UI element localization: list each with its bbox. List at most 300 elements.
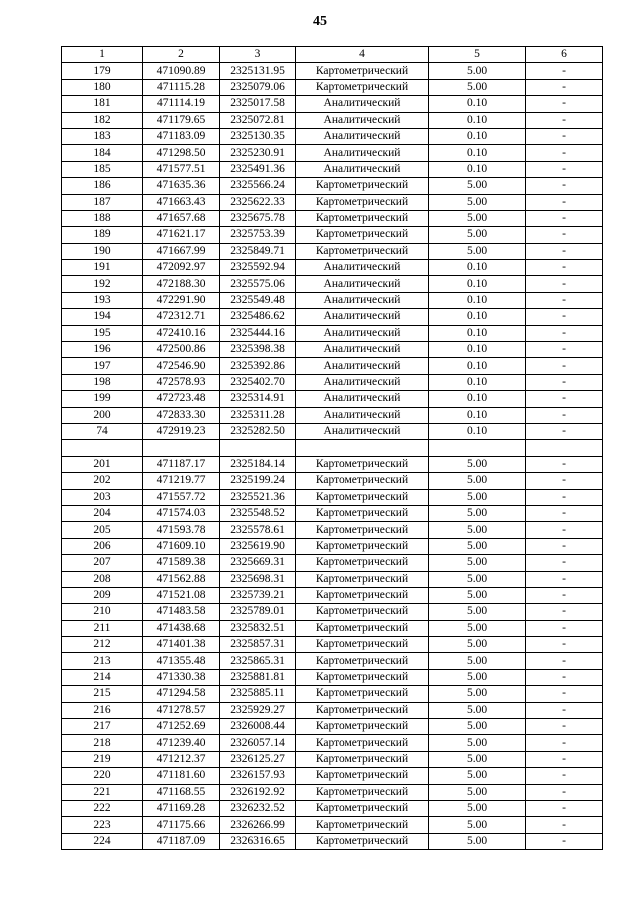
x-coordinate-cell: 471278.57 — [143, 702, 220, 718]
method-cell: Картометрический — [296, 522, 429, 538]
accuracy-cell: 5.00 — [429, 686, 526, 702]
method-cell: Картометрический — [296, 456, 429, 472]
accuracy-cell: 5.00 — [429, 63, 526, 79]
method-cell: Аналитический — [296, 391, 429, 407]
method-cell: Аналитический — [296, 325, 429, 341]
x-coordinate-cell: 471667.99 — [143, 243, 220, 259]
accuracy-cell: 5.00 — [429, 243, 526, 259]
point-number-cell: 187 — [62, 194, 143, 210]
header-col-3: 3 — [220, 47, 296, 63]
y-coordinate-cell: 2326266.99 — [220, 817, 296, 833]
note-cell: - — [526, 538, 603, 554]
note-cell: - — [526, 800, 603, 816]
x-coordinate-cell: 471574.03 — [143, 505, 220, 521]
method-cell: Картометрический — [296, 751, 429, 767]
x-coordinate-cell: 472723.48 — [143, 391, 220, 407]
y-coordinate-cell — [220, 440, 296, 456]
x-coordinate-cell: 471239.40 — [143, 735, 220, 751]
table-header-row — [62, 47, 603, 63]
y-coordinate-cell: 2325575.06 — [220, 276, 296, 292]
method-cell: Аналитический — [296, 276, 429, 292]
x-coordinate-cell: 471483.58 — [143, 604, 220, 620]
point-number-cell: 210 — [62, 604, 143, 620]
y-coordinate-cell: 2325622.33 — [220, 194, 296, 210]
note-cell: - — [526, 637, 603, 653]
accuracy-cell: 0.10 — [429, 145, 526, 161]
method-cell: Картометрический — [296, 178, 429, 194]
method-cell: Картометрический — [296, 735, 429, 751]
note-cell: - — [526, 555, 603, 571]
x-coordinate-cell: 471663.43 — [143, 194, 220, 210]
accuracy-cell: 5.00 — [429, 227, 526, 243]
point-number-cell: 179 — [62, 63, 143, 79]
x-coordinate-cell: 471114.19 — [143, 96, 220, 112]
y-coordinate-cell: 2325739.21 — [220, 587, 296, 603]
table-row — [62, 128, 603, 144]
x-coordinate-cell: 471562.88 — [143, 571, 220, 587]
table-row — [62, 735, 603, 751]
note-cell: - — [526, 227, 603, 243]
accuracy-cell: 5.00 — [429, 669, 526, 685]
table-row — [62, 309, 603, 325]
method-cell: Картометрический — [296, 686, 429, 702]
point-number-cell: 217 — [62, 719, 143, 735]
accuracy-cell: 0.10 — [429, 292, 526, 308]
table-row — [62, 817, 603, 833]
table-row — [62, 768, 603, 784]
method-cell: Картометрический — [296, 227, 429, 243]
table-row — [62, 243, 603, 259]
table-row — [62, 79, 603, 95]
accuracy-cell: 5.00 — [429, 587, 526, 603]
y-coordinate-cell: 2326008.44 — [220, 719, 296, 735]
y-coordinate-cell: 2326057.14 — [220, 735, 296, 751]
method-cell: Картометрический — [296, 194, 429, 210]
note-cell: - — [526, 210, 603, 226]
accuracy-cell: 0.10 — [429, 391, 526, 407]
x-coordinate-cell: 471577.51 — [143, 161, 220, 177]
y-coordinate-cell: 2325698.31 — [220, 571, 296, 587]
accuracy-cell: 5.00 — [429, 784, 526, 800]
accuracy-cell: 0.10 — [429, 161, 526, 177]
accuracy-cell: 0.10 — [429, 374, 526, 390]
y-coordinate-cell: 2325392.86 — [220, 358, 296, 374]
point-number-cell: 219 — [62, 751, 143, 767]
accuracy-cell: 5.00 — [429, 735, 526, 751]
x-coordinate-cell: 471175.66 — [143, 817, 220, 833]
accuracy-cell: 5.00 — [429, 538, 526, 554]
method-cell: Картометрический — [296, 620, 429, 636]
y-coordinate-cell: 2325072.81 — [220, 112, 296, 128]
y-coordinate-cell: 2325131.95 — [220, 63, 296, 79]
point-number-cell: 214 — [62, 669, 143, 685]
accuracy-cell: 5.00 — [429, 194, 526, 210]
accuracy-cell: 0.10 — [429, 407, 526, 423]
point-number-cell: 215 — [62, 686, 143, 702]
point-number-cell: 74 — [62, 423, 143, 439]
table-row — [62, 391, 603, 407]
method-cell: Картометрический — [296, 702, 429, 718]
y-coordinate-cell: 2325402.70 — [220, 374, 296, 390]
table-row — [62, 63, 603, 79]
x-coordinate-cell: 471593.78 — [143, 522, 220, 538]
y-coordinate-cell: 2325486.62 — [220, 309, 296, 325]
point-number-cell: 212 — [62, 637, 143, 653]
note-cell: - — [526, 161, 603, 177]
y-coordinate-cell: 2325753.39 — [220, 227, 296, 243]
table-row — [62, 473, 603, 489]
method-cell: Аналитический — [296, 112, 429, 128]
y-coordinate-cell: 2326125.27 — [220, 751, 296, 767]
note-cell: - — [526, 522, 603, 538]
x-coordinate-cell: 471090.89 — [143, 63, 220, 79]
y-coordinate-cell: 2325079.06 — [220, 79, 296, 95]
x-coordinate-cell — [143, 440, 220, 456]
accuracy-cell: 0.10 — [429, 128, 526, 144]
point-number-cell: 201 — [62, 456, 143, 472]
method-cell: Картометрический — [296, 243, 429, 259]
point-number-cell: 182 — [62, 112, 143, 128]
y-coordinate-cell: 2326316.65 — [220, 833, 296, 849]
y-coordinate-cell: 2325929.27 — [220, 702, 296, 718]
point-number-cell: 184 — [62, 145, 143, 161]
method-cell: Аналитический — [296, 260, 429, 276]
method-cell: Картометрический — [296, 669, 429, 685]
table-row — [62, 505, 603, 521]
note-cell: - — [526, 620, 603, 636]
point-number-cell: 224 — [62, 833, 143, 849]
x-coordinate-cell: 471187.17 — [143, 456, 220, 472]
note-cell: - — [526, 292, 603, 308]
header-col-5: 5 — [429, 47, 526, 63]
method-cell: Аналитический — [296, 161, 429, 177]
header-col-6: 6 — [526, 47, 603, 63]
table-row — [62, 342, 603, 358]
point-number-cell: 209 — [62, 587, 143, 603]
note-cell: - — [526, 702, 603, 718]
table-body — [62, 63, 603, 850]
point-number-cell: 188 — [62, 210, 143, 226]
note-cell — [526, 440, 603, 456]
x-coordinate-cell: 471621.17 — [143, 227, 220, 243]
point-number-cell — [62, 440, 143, 456]
point-number-cell: 180 — [62, 79, 143, 95]
y-coordinate-cell: 2325857.31 — [220, 637, 296, 653]
x-coordinate-cell: 471212.37 — [143, 751, 220, 767]
point-number-cell: 181 — [62, 96, 143, 112]
x-coordinate-cell: 471589.38 — [143, 555, 220, 571]
table-row — [62, 751, 603, 767]
x-coordinate-cell: 472919.23 — [143, 423, 220, 439]
note-cell: - — [526, 423, 603, 439]
table-row — [62, 620, 603, 636]
table-row — [62, 571, 603, 587]
note-cell: - — [526, 63, 603, 79]
table-row — [62, 538, 603, 554]
x-coordinate-cell: 472291.90 — [143, 292, 220, 308]
accuracy-cell: 5.00 — [429, 751, 526, 767]
table-row — [62, 96, 603, 112]
x-coordinate-cell: 471179.65 — [143, 112, 220, 128]
point-number-cell: 223 — [62, 817, 143, 833]
table-row — [62, 800, 603, 816]
note-cell: - — [526, 112, 603, 128]
method-cell: Аналитический — [296, 374, 429, 390]
accuracy-cell — [429, 440, 526, 456]
note-cell: - — [526, 260, 603, 276]
note-cell: - — [526, 128, 603, 144]
point-number-cell: 195 — [62, 325, 143, 341]
y-coordinate-cell: 2325578.61 — [220, 522, 296, 538]
point-number-cell: 220 — [62, 768, 143, 784]
note-cell: - — [526, 686, 603, 702]
method-cell: Картометрический — [296, 768, 429, 784]
x-coordinate-cell: 472312.71 — [143, 309, 220, 325]
note-cell: - — [526, 489, 603, 505]
method-cell: Картометрический — [296, 489, 429, 505]
y-coordinate-cell: 2325549.48 — [220, 292, 296, 308]
point-number-cell: 185 — [62, 161, 143, 177]
header-col-2: 2 — [143, 47, 220, 63]
accuracy-cell: 5.00 — [429, 489, 526, 505]
method-cell: Аналитический — [296, 309, 429, 325]
note-cell: - — [526, 178, 603, 194]
point-number-cell: 193 — [62, 292, 143, 308]
accuracy-cell: 0.10 — [429, 325, 526, 341]
y-coordinate-cell: 2325184.14 — [220, 456, 296, 472]
x-coordinate-cell: 471115.28 — [143, 79, 220, 95]
y-coordinate-cell: 2325566.24 — [220, 178, 296, 194]
note-cell: - — [526, 669, 603, 685]
method-cell: Аналитический — [296, 145, 429, 161]
accuracy-cell: 5.00 — [429, 620, 526, 636]
y-coordinate-cell: 2325548.52 — [220, 505, 296, 521]
note-cell: - — [526, 79, 603, 95]
y-coordinate-cell: 2325885.11 — [220, 686, 296, 702]
y-coordinate-cell: 2326192.92 — [220, 784, 296, 800]
page-number: 45 — [313, 14, 327, 29]
method-cell: Картометрический — [296, 637, 429, 653]
method-cell: Картометрический — [296, 833, 429, 849]
note-cell: - — [526, 407, 603, 423]
point-number-cell: 222 — [62, 800, 143, 816]
x-coordinate-cell: 472833.30 — [143, 407, 220, 423]
accuracy-cell: 0.10 — [429, 276, 526, 292]
note-cell: - — [526, 96, 603, 112]
note-cell: - — [526, 587, 603, 603]
point-number-cell: 200 — [62, 407, 143, 423]
accuracy-cell: 5.00 — [429, 79, 526, 95]
accuracy-cell: 5.00 — [429, 571, 526, 587]
y-coordinate-cell: 2326232.52 — [220, 800, 296, 816]
note-cell: - — [526, 784, 603, 800]
method-cell: Картометрический — [296, 587, 429, 603]
x-coordinate-cell: 472092.97 — [143, 260, 220, 276]
method-cell: Картометрический — [296, 538, 429, 554]
point-number-cell: 218 — [62, 735, 143, 751]
x-coordinate-cell: 471294.58 — [143, 686, 220, 702]
table-row — [62, 325, 603, 341]
y-coordinate-cell: 2325592.94 — [220, 260, 296, 276]
accuracy-cell: 5.00 — [429, 719, 526, 735]
method-cell: Картометрический — [296, 784, 429, 800]
x-coordinate-cell: 471187.09 — [143, 833, 220, 849]
accuracy-cell: 5.00 — [429, 522, 526, 538]
y-coordinate-cell: 2325675.78 — [220, 210, 296, 226]
x-coordinate-cell: 472410.16 — [143, 325, 220, 341]
x-coordinate-cell: 472578.93 — [143, 374, 220, 390]
y-coordinate-cell: 2325491.36 — [220, 161, 296, 177]
note-cell: - — [526, 358, 603, 374]
method-cell: Аналитический — [296, 358, 429, 374]
method-cell: Картометрический — [296, 719, 429, 735]
table-row — [62, 374, 603, 390]
accuracy-cell: 5.00 — [429, 210, 526, 226]
method-cell: Картометрический — [296, 79, 429, 95]
method-cell: Картометрический — [296, 653, 429, 669]
accuracy-cell: 0.10 — [429, 309, 526, 325]
y-coordinate-cell: 2325521.36 — [220, 489, 296, 505]
table-row — [62, 358, 603, 374]
note-cell: - — [526, 325, 603, 341]
note-cell: - — [526, 194, 603, 210]
accuracy-cell: 5.00 — [429, 637, 526, 653]
table-row — [62, 112, 603, 128]
note-cell: - — [526, 751, 603, 767]
point-number-cell: 205 — [62, 522, 143, 538]
note-cell: - — [526, 571, 603, 587]
note-cell: - — [526, 391, 603, 407]
accuracy-cell: 5.00 — [429, 800, 526, 816]
y-coordinate-cell: 2325789.01 — [220, 604, 296, 620]
point-number-cell: 183 — [62, 128, 143, 144]
table-row — [62, 784, 603, 800]
table-row — [62, 833, 603, 849]
point-number-cell: 198 — [62, 374, 143, 390]
x-coordinate-cell: 471355.48 — [143, 653, 220, 669]
y-coordinate-cell: 2325230.91 — [220, 145, 296, 161]
point-number-cell: 199 — [62, 391, 143, 407]
table-row — [62, 407, 603, 423]
accuracy-cell: 5.00 — [429, 702, 526, 718]
method-cell: Картометрический — [296, 817, 429, 833]
table-row — [62, 653, 603, 669]
table-row — [62, 637, 603, 653]
note-cell: - — [526, 456, 603, 472]
y-coordinate-cell: 2325881.81 — [220, 669, 296, 685]
y-coordinate-cell: 2325017.58 — [220, 96, 296, 112]
x-coordinate-cell: 471181.60 — [143, 768, 220, 784]
method-cell — [296, 440, 429, 456]
header-col-4: 4 — [296, 47, 429, 63]
note-cell: - — [526, 719, 603, 735]
y-coordinate-cell: 2325398.38 — [220, 342, 296, 358]
point-number-cell: 192 — [62, 276, 143, 292]
point-number-cell: 207 — [62, 555, 143, 571]
header-col-1: 1 — [62, 47, 143, 63]
table-row — [62, 456, 603, 472]
x-coordinate-cell: 471635.36 — [143, 178, 220, 194]
point-number-cell: 197 — [62, 358, 143, 374]
y-coordinate-cell: 2325199.24 — [220, 473, 296, 489]
point-number-cell: 202 — [62, 473, 143, 489]
method-cell: Аналитический — [296, 292, 429, 308]
accuracy-cell: 5.00 — [429, 653, 526, 669]
method-cell: Аналитический — [296, 96, 429, 112]
note-cell: - — [526, 145, 603, 161]
method-cell: Картометрический — [296, 800, 429, 816]
accuracy-cell: 5.00 — [429, 473, 526, 489]
point-number-cell: 196 — [62, 342, 143, 358]
table-row — [62, 440, 603, 456]
x-coordinate-cell: 471330.38 — [143, 669, 220, 685]
accuracy-cell: 0.10 — [429, 358, 526, 374]
method-cell: Аналитический — [296, 423, 429, 439]
point-number-cell: 186 — [62, 178, 143, 194]
x-coordinate-cell: 471169.28 — [143, 800, 220, 816]
method-cell: Картометрический — [296, 210, 429, 226]
x-coordinate-cell: 471609.10 — [143, 538, 220, 554]
y-coordinate-cell: 2325865.31 — [220, 653, 296, 669]
table-row — [62, 194, 603, 210]
note-cell: - — [526, 276, 603, 292]
x-coordinate-cell: 471183.09 — [143, 128, 220, 144]
accuracy-cell: 0.10 — [429, 260, 526, 276]
method-cell: Картометрический — [296, 571, 429, 587]
y-coordinate-cell: 2325832.51 — [220, 620, 296, 636]
table-row — [62, 587, 603, 603]
note-cell: - — [526, 374, 603, 390]
method-cell: Картометрический — [296, 63, 429, 79]
note-cell: - — [526, 604, 603, 620]
x-coordinate-cell: 471657.68 — [143, 210, 220, 226]
point-number-cell: 213 — [62, 653, 143, 669]
point-number-cell: 194 — [62, 309, 143, 325]
x-coordinate-cell: 472500.86 — [143, 342, 220, 358]
y-coordinate-cell: 2325849.71 — [220, 243, 296, 259]
accuracy-cell: 0.10 — [429, 423, 526, 439]
method-cell: Картометрический — [296, 604, 429, 620]
x-coordinate-cell: 471298.50 — [143, 145, 220, 161]
method-cell: Картометрический — [296, 555, 429, 571]
method-cell: Картометрический — [296, 473, 429, 489]
note-cell: - — [526, 309, 603, 325]
point-number-cell: 189 — [62, 227, 143, 243]
table-row — [62, 719, 603, 735]
table-row — [62, 210, 603, 226]
point-number-cell: 203 — [62, 489, 143, 505]
accuracy-cell: 5.00 — [429, 505, 526, 521]
x-coordinate-cell: 471401.38 — [143, 637, 220, 653]
table-row — [62, 702, 603, 718]
note-cell: - — [526, 243, 603, 259]
accuracy-cell: 5.00 — [429, 604, 526, 620]
table-row — [62, 227, 603, 243]
table-row — [62, 292, 603, 308]
table-row — [62, 604, 603, 620]
y-coordinate-cell: 2325311.28 — [220, 407, 296, 423]
y-coordinate-cell: 2325619.90 — [220, 538, 296, 554]
y-coordinate-cell: 2325282.50 — [220, 423, 296, 439]
x-coordinate-cell: 472546.90 — [143, 358, 220, 374]
method-cell: Картометрический — [296, 505, 429, 521]
point-number-cell: 216 — [62, 702, 143, 718]
x-coordinate-cell: 471521.08 — [143, 587, 220, 603]
method-cell: Аналитический — [296, 342, 429, 358]
accuracy-cell: 0.10 — [429, 96, 526, 112]
x-coordinate-cell: 471168.55 — [143, 784, 220, 800]
table-row — [62, 489, 603, 505]
